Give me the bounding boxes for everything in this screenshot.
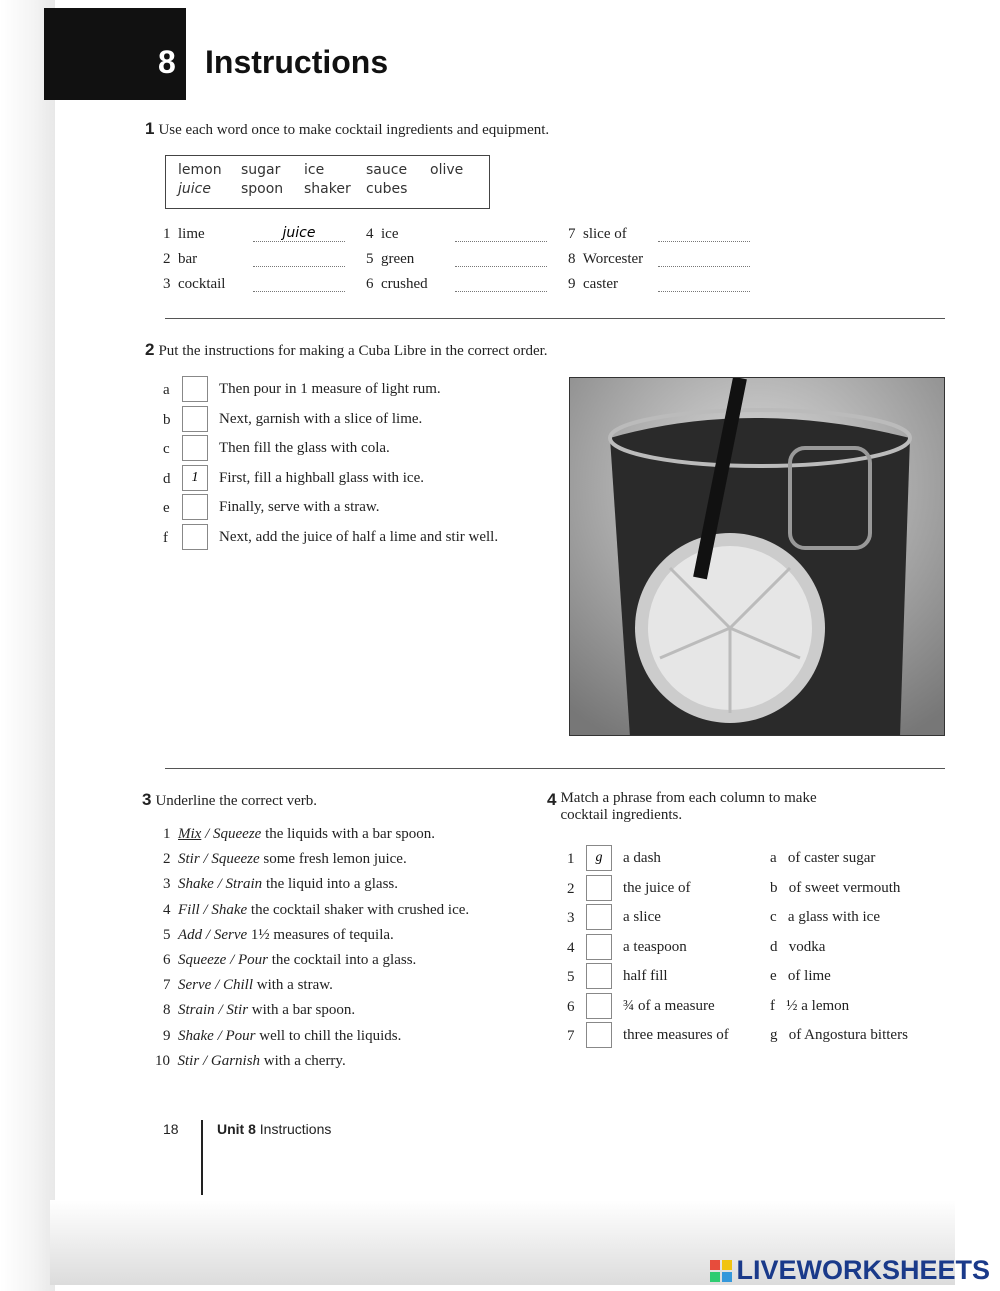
item-letter: f bbox=[163, 529, 168, 546]
item-number: 5 bbox=[366, 251, 374, 267]
answer-input[interactable] bbox=[253, 249, 345, 267]
exercise-number: 2 bbox=[145, 340, 155, 359]
cuba-libre-photo bbox=[569, 377, 945, 736]
verb-option-1[interactable]: Strain bbox=[178, 1002, 215, 1019]
instruction-text: Then fill the glass with cola. bbox=[219, 440, 390, 456]
instruction-text: Next, add the juice of half a lime and stir well. bbox=[219, 528, 499, 545]
item-number: 1 bbox=[163, 226, 171, 242]
liveworksheets-logo-icon bbox=[710, 1260, 732, 1282]
exercise-1-item bbox=[163, 251, 197, 268]
exercise-1-item bbox=[568, 251, 643, 268]
match-answer-box[interactable] bbox=[586, 993, 612, 1019]
exercise-3-heading bbox=[142, 790, 317, 810]
item-number: 4 bbox=[366, 226, 374, 242]
verb-choice-item: 7 Serve / Chill with a straw. bbox=[163, 977, 333, 994]
exercise-4-heading bbox=[547, 790, 877, 824]
item-number: 1 bbox=[567, 851, 575, 867]
item-letter: f bbox=[770, 997, 775, 1014]
item-number: 5 bbox=[163, 926, 171, 943]
left-phrase: half fill bbox=[623, 968, 668, 984]
verb-option-1[interactable]: Stir bbox=[178, 851, 200, 868]
item-number: 3 bbox=[163, 276, 171, 292]
brand-name: LIVEWORKSHEETS bbox=[736, 1255, 990, 1285]
item-number: 2 bbox=[163, 851, 171, 868]
item-letter: c bbox=[163, 441, 170, 457]
right-phrase bbox=[770, 909, 880, 926]
verb-option-2[interactable]: Chill bbox=[222, 977, 253, 994]
item-letter: b bbox=[770, 879, 778, 896]
exercise-number: 3 bbox=[142, 790, 152, 809]
divider bbox=[165, 768, 945, 769]
phrase-text: of sweet vermouth bbox=[788, 879, 901, 896]
answer-input[interactable] bbox=[253, 224, 345, 242]
exercise-instruction: Use each word once to make cocktail ingredients and equipment. bbox=[158, 122, 550, 138]
exercise-1-item bbox=[366, 226, 398, 243]
exercise-1-item bbox=[568, 226, 627, 243]
item-number: 9 bbox=[163, 1027, 171, 1044]
right-phrase bbox=[770, 968, 831, 985]
verb-option-2[interactable]: Strain bbox=[225, 876, 263, 893]
verb-choice-item: 3 Shake / Strain the liquid into a glass. bbox=[163, 876, 399, 893]
item-number: 2 bbox=[163, 251, 171, 267]
page-edge-shadow bbox=[0, 0, 55, 1291]
word: juice bbox=[178, 181, 211, 197]
phrase-text: of lime bbox=[787, 968, 831, 984]
verb-option-1[interactable]: Mix bbox=[178, 826, 202, 842]
answer-input[interactable] bbox=[658, 274, 750, 292]
exercise-1-item bbox=[163, 276, 225, 293]
left-phrase: three measures of bbox=[623, 1027, 729, 1043]
order-answer-box[interactable] bbox=[182, 465, 208, 491]
right-phrase bbox=[770, 998, 849, 1015]
instruction-text: First, fill a highball glass with ice. bbox=[219, 469, 424, 486]
item-letter: d bbox=[163, 470, 171, 487]
sentence-rest: some fresh lemon juice. bbox=[263, 851, 407, 868]
verb-option-1[interactable]: Add bbox=[178, 926, 203, 943]
left-phrase: ¾ of a measure bbox=[623, 997, 715, 1014]
sentence-rest: 1½ measures of tequila. bbox=[250, 926, 394, 943]
item-letter: b bbox=[163, 411, 171, 428]
order-answer-box[interactable] bbox=[182, 494, 208, 520]
item-word: Worcester bbox=[582, 251, 644, 267]
item-number: 6 bbox=[567, 998, 575, 1015]
verb-option-1[interactable]: Shake bbox=[178, 876, 214, 893]
verb-option-1[interactable]: Fill bbox=[178, 901, 200, 918]
item-word: green bbox=[381, 251, 415, 267]
right-phrase bbox=[770, 880, 900, 897]
instruction-text: Finally, serve with a straw. bbox=[219, 499, 380, 515]
answer-input[interactable] bbox=[455, 249, 547, 267]
item-letter: e bbox=[770, 968, 777, 984]
instruction-text: Then pour in 1 measure of light rum. bbox=[219, 381, 441, 397]
left-phrase: a slice bbox=[623, 909, 661, 925]
item-number: 1 bbox=[163, 826, 171, 842]
footer-rule bbox=[201, 1120, 203, 1195]
match-answer-box[interactable] bbox=[586, 904, 612, 930]
item-number: 3 bbox=[567, 910, 575, 926]
answer-input[interactable] bbox=[455, 224, 547, 242]
footer-unit: Unit 8 bbox=[217, 1121, 256, 1137]
item-number: 4 bbox=[163, 901, 171, 918]
sentence-rest: the liquids with a bar spoon. bbox=[265, 826, 436, 842]
exercise-1-item bbox=[366, 276, 428, 293]
right-phrase bbox=[770, 939, 825, 956]
verb-option-2[interactable]: Pour bbox=[225, 1027, 256, 1044]
order-answer-box[interactable] bbox=[182, 406, 208, 432]
item-number: 8 bbox=[568, 251, 576, 267]
instruction-text: Next, garnish with a slice of lime. bbox=[219, 410, 423, 427]
phrase-text: of Angostura bitters bbox=[788, 1027, 908, 1043]
verb-option-2[interactable]: Stir bbox=[226, 1002, 249, 1019]
verb-option-1[interactable]: Serve bbox=[178, 977, 212, 994]
sentence-rest: with a bar spoon. bbox=[251, 1002, 356, 1019]
sentence-rest: with a straw. bbox=[256, 977, 333, 994]
item-number: 9 bbox=[568, 276, 576, 292]
word: shaker bbox=[304, 181, 351, 197]
match-answer-box[interactable] bbox=[586, 1022, 612, 1048]
footer-title: Instructions bbox=[259, 1121, 332, 1137]
exercise-1-item bbox=[163, 226, 205, 243]
verb-option-1[interactable]: Squeeze bbox=[178, 952, 227, 968]
item-letter: g bbox=[770, 1027, 778, 1043]
item-letter: d bbox=[770, 938, 778, 955]
exercise-number: 1 bbox=[145, 119, 155, 138]
item-number: 7 bbox=[567, 1028, 575, 1044]
word: lemon bbox=[178, 162, 222, 178]
match-answer-box[interactable] bbox=[586, 845, 612, 871]
verb-choice-item: 1 Mix / Squeeze the liquids with a bar spoon. bbox=[163, 826, 436, 842]
item-word: slice of bbox=[583, 226, 627, 242]
item-number: 5 bbox=[567, 969, 575, 985]
exercise-1-item bbox=[568, 276, 618, 293]
left-phrase: a teaspoon bbox=[623, 938, 687, 955]
page-number: 18 bbox=[163, 1121, 179, 1137]
verb-option-2[interactable]: Garnish bbox=[210, 1052, 261, 1069]
sentence-rest: the cocktail into a glass. bbox=[271, 952, 417, 968]
divider bbox=[165, 318, 945, 319]
word: ice bbox=[304, 162, 325, 178]
verb-option-2[interactable]: Squeeze bbox=[213, 826, 262, 842]
item-number: 10 bbox=[155, 1052, 170, 1069]
word: cubes bbox=[366, 181, 408, 197]
exercise-2-heading bbox=[145, 340, 548, 360]
match-answer-box[interactable] bbox=[586, 934, 612, 960]
item-number: 8 bbox=[163, 1002, 171, 1019]
match-answer-box[interactable] bbox=[586, 875, 612, 901]
item-word: caster bbox=[583, 276, 618, 292]
verb-choice-item: 8 Strain / Stir with a bar spoon. bbox=[163, 1002, 356, 1019]
sentence-rest: the liquid into a glass. bbox=[265, 876, 399, 893]
exercise-instruction: Underline the correct verb. bbox=[155, 793, 318, 809]
item-number: 2 bbox=[567, 880, 575, 897]
order-answer-box[interactable] bbox=[182, 435, 208, 461]
verb-choice-item: 5 Add / Serve 1½ measures of tequila. bbox=[163, 926, 394, 943]
item-word: ice bbox=[381, 226, 399, 242]
verb-option-2[interactable]: Pour bbox=[237, 952, 268, 968]
item-number: 7 bbox=[163, 977, 171, 994]
verb-option-2[interactable]: Shake bbox=[211, 901, 248, 918]
answer-input[interactable] bbox=[658, 224, 750, 242]
item-letter: e bbox=[163, 500, 170, 516]
word: spoon bbox=[241, 181, 284, 197]
verb-choice-item: 10 Stir / Garnish with a cherry. bbox=[155, 1052, 346, 1069]
phrase-text: vodka bbox=[788, 938, 826, 955]
left-phrase: a dash bbox=[623, 850, 661, 866]
word: olive bbox=[430, 162, 464, 178]
page-title: Instructions bbox=[205, 44, 389, 80]
match-answer-box[interactable] bbox=[586, 963, 612, 989]
word: sugar bbox=[241, 162, 281, 178]
order-answer-box[interactable] bbox=[182, 376, 208, 402]
order-answer-box[interactable] bbox=[182, 524, 208, 550]
unit-number: 8 bbox=[158, 44, 176, 80]
item-word: cocktail bbox=[178, 276, 226, 292]
item-word: lime bbox=[178, 226, 205, 242]
item-word: bar bbox=[178, 251, 198, 267]
word-box bbox=[165, 155, 490, 209]
item-number: 6 bbox=[366, 276, 374, 292]
verb-option-1[interactable]: Shake bbox=[178, 1027, 214, 1044]
verb-choice-item: 6 Squeeze / Pour the cocktail into a glass. bbox=[163, 952, 417, 968]
exercise-1-heading bbox=[145, 119, 549, 139]
item-number: 3 bbox=[163, 876, 171, 893]
left-phrase: the juice of bbox=[623, 879, 691, 896]
verb-option-2[interactable]: Squeeze bbox=[211, 851, 260, 868]
phrase-text: ½ a lemon bbox=[786, 997, 850, 1014]
answer-input[interactable] bbox=[455, 274, 547, 292]
exercise-instruction: Put the instructions for making a Cuba Libre in the correct order. bbox=[158, 343, 548, 359]
item-letter: c bbox=[770, 909, 777, 925]
verb-option-2[interactable]: Serve bbox=[213, 926, 248, 943]
verb-option-1[interactable]: Stir bbox=[177, 1052, 200, 1069]
sentence-rest: the cocktail shaker with crushed ice. bbox=[250, 901, 470, 918]
sentence-rest: with a cherry. bbox=[263, 1052, 346, 1069]
item-letter: a bbox=[163, 382, 170, 398]
item-word: crushed bbox=[381, 276, 428, 292]
right-phrase bbox=[770, 1027, 908, 1044]
answer-input[interactable] bbox=[253, 274, 345, 292]
item-letter: a bbox=[770, 850, 777, 866]
phrase-text: of caster sugar bbox=[787, 850, 876, 866]
right-phrase bbox=[770, 850, 875, 867]
verb-choice-item: 2 Stir / Squeeze some fresh lemon juice. bbox=[163, 851, 407, 868]
liveworksheets-logo bbox=[710, 1255, 990, 1286]
answer-input[interactable] bbox=[658, 249, 750, 267]
exercise-instruction: Match a phrase from each column to make cocktail ingredients. bbox=[560, 790, 817, 823]
item-number: 4 bbox=[567, 939, 575, 956]
phrase-text: a glass with ice bbox=[787, 909, 880, 925]
item-number: 6 bbox=[163, 952, 171, 968]
exercise-number: 4 bbox=[547, 790, 557, 809]
item-number: 7 bbox=[568, 226, 576, 242]
sentence-rest: well to chill the liquids. bbox=[259, 1027, 402, 1044]
verb-choice-item: 4 Fill / Shake the cocktail shaker with crushed ice. bbox=[163, 901, 470, 918]
verb-choice-item: 9 Shake / Pour well to chill the liquids. bbox=[163, 1027, 402, 1044]
exercise-1-item bbox=[366, 251, 414, 268]
word: sauce bbox=[366, 162, 408, 178]
